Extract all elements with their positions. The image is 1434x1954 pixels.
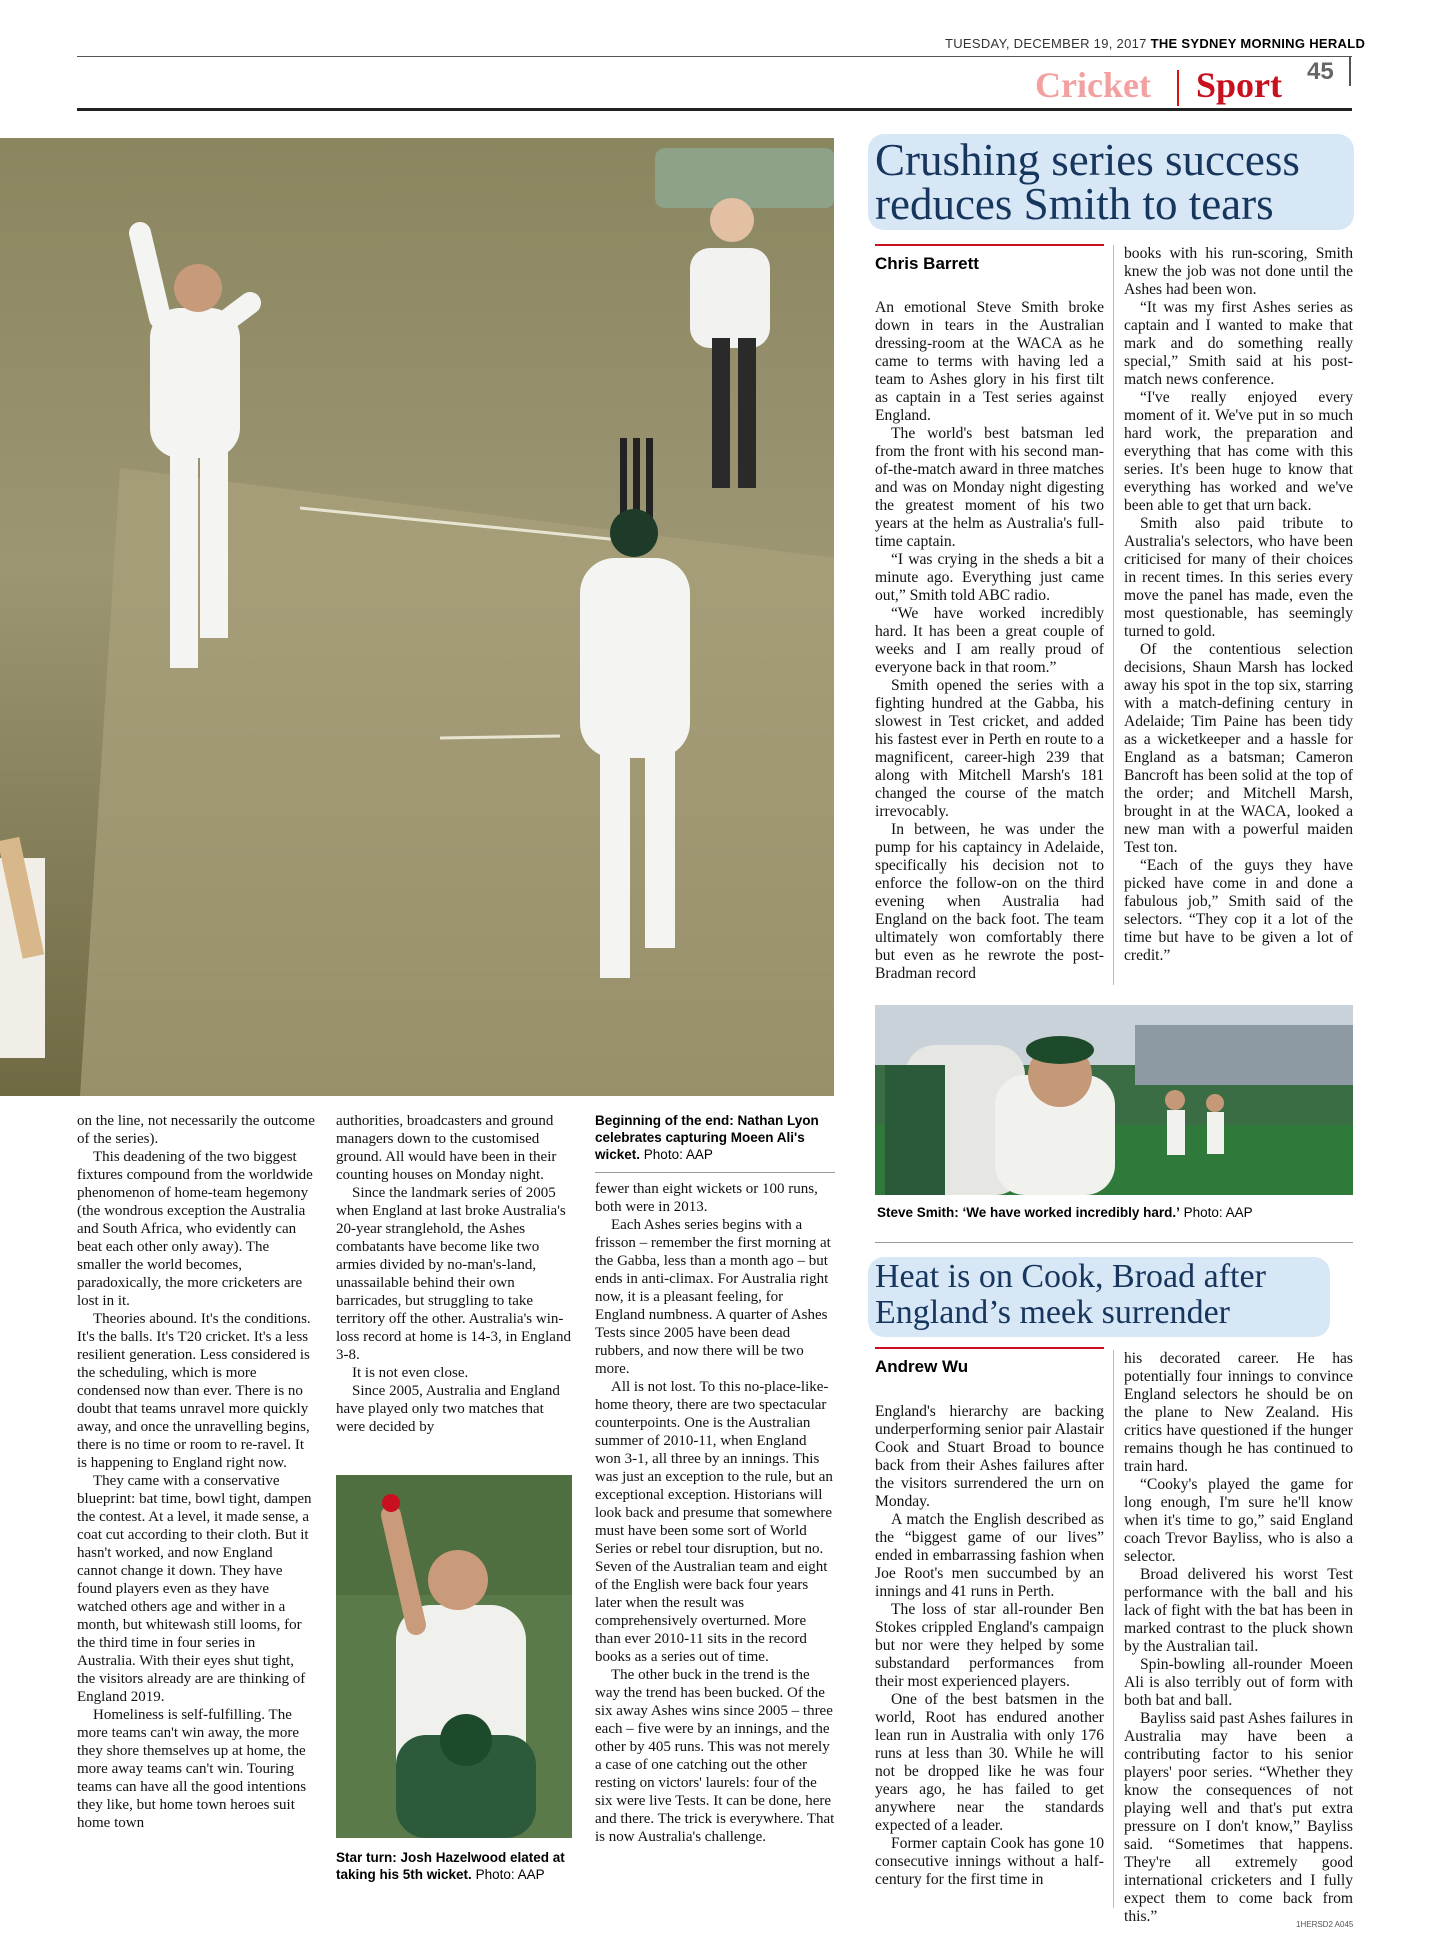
caption-nathan-lyon — [595, 1112, 835, 1163]
caption-steve-smith — [877, 1204, 1353, 1221]
paragraph: The loss of star all-rounder Ben Stokes crippled England's campaign but nor were they helped by some substandard performances from their most experienced players. — [875, 1601, 1104, 1690]
headline-story2-line2: England’s meek surrender — [875, 1294, 1230, 1331]
paragraph: fewer than eight wickets or 100 runs, both were in 2013. — [595, 1181, 818, 1215]
page-number: 45 — [1307, 58, 1334, 85]
photo-cricket-pitch-scene — [0, 138, 834, 1096]
caption-rule — [875, 1242, 1353, 1243]
paragraph: “We have worked incredibly hard. It has been a great couple of weeks and I am really proud of everyone back in that room.” — [875, 605, 1104, 676]
column-divider — [1113, 245, 1114, 985]
photo-smith-hug-scene — [875, 1005, 1353, 1195]
paragraph: on the line, not necessarily the outcome of the series). — [77, 1113, 315, 1147]
paragraph: “I was crying in the sheds a bit a minute ago. Everything just came out,” Smith told ABC radio. — [875, 551, 1104, 604]
paragraph: An emotional Steve Smith broke down in tears in the Australian dressing-room at the WACA as he came to terms with having led a team to Ashes glory in his first tilt as captain in a Test series against England. — [875, 299, 1104, 424]
paragraph: Theories abound. It's the conditions. It's the balls. It's T20 cricket. It's a less resilient generation. Less considered is the scheduling, which is more condensed now than ever. There is no doubt that teams unravel more quickly away, and once the unravelling begins, there is no time or room to re-ravel. It is happening to England right now. — [77, 1311, 311, 1471]
page-number-bar — [1349, 56, 1351, 86]
paragraph: Since the landmark series of 2005 when England at last broke Australia's 20-year stranglehold, the Ashes combatants have become like two armies divided by no-man's-land, unassailable behind their own barricades, but struggling to take territory off the other. Australia's win-loss record at home is 14-3, in England 3-8. — [336, 1185, 571, 1363]
paragraph: All is not lost. To this no-place-like-home theory, there are two spectacular counterpoints. One is the Australian summer of 2010-11, when England won 3-1, all three by an innings. This was just an exception to the rule, but an exceptional exception. Historians will look back and presume that somewhere must have been some sort of World Series or rebel tour disruption, but no. Seven of the Australian team and eight of the English were back four years later when the result was comprehensively overturned. More than ever 2010-11 sits in the record books as a series out of time. — [595, 1379, 833, 1665]
caption-rule — [595, 1172, 835, 1173]
headline-story2-line1: Heat is on Cook, Broad after — [875, 1258, 1266, 1295]
paragraph: Former captain Cook has gone 10 consecutive innings without a half-century for the first time in — [875, 1835, 1104, 1888]
caption-credit: Photo: AAP — [643, 1147, 713, 1162]
story1-column2 — [1124, 245, 1353, 965]
byline-rule-story2 — [875, 1347, 1104, 1349]
story2-column1 — [875, 1403, 1104, 1889]
paragraph: authorities, broadcasters and ground managers down to the customised ground. All would have been in their counting houses on Monday night. — [336, 1113, 557, 1183]
paragraph: In between, he was under the pump for his captaincy in Adelaide, specifically his decision not to enforce the follow-on on the third evening when Australia had England on the back foot. The team ultimately won comfortably there but even as he rewrote the post-Bradman record — [875, 821, 1104, 982]
headline-story1 — [875, 135, 1353, 229]
column-story-col1 — [77, 1112, 315, 1832]
dateline — [945, 36, 1365, 51]
paragraph: Spin-bowling all-rounder Moeen Ali is also terribly out of form with both bat and ball. — [1124, 1656, 1353, 1709]
paragraph: This deadening of the two biggest fixtures compound from the worldwide phenomenon of home-team hegemony (the wondrous exception the Australia and South Africa, who evidently can beat each other only away). The smaller the world becomes, paradoxically, the more cricketers are lost in it. — [77, 1149, 313, 1309]
column-story-col2 — [336, 1112, 572, 1436]
photo-nathan-lyon — [0, 138, 834, 1096]
photo-hazlewood-scene — [336, 1475, 572, 1838]
paper-name: THE SYDNEY MORNING HERALD — [1150, 36, 1366, 51]
paragraph: Of the contentious selection decisions, Shaun Marsh has locked away his spot in the top six, starring with a match-defining century in Adelaide; Tim Paine has been tidy as a wicketkeeper and a hassle for England as a batsman; Cameron Bancroft has been solid at the top of the order; and Mitchell Marsh, brought in at the WACA, looked a new man with a powerful maiden Test ton. — [1124, 641, 1353, 856]
story2-column2 — [1124, 1350, 1353, 1926]
paragraph: Smith also paid tribute to Australia's selectors, who have been criticised for many of their choices in recent times. In this series every move the panel has made, even the most questionable, has seemingly turned to gold. — [1124, 515, 1353, 640]
byline-story2: Andrew Wu — [875, 1357, 969, 1376]
caption-credit: Photo: AAP — [475, 1867, 545, 1882]
masthead-rule — [77, 108, 1352, 111]
caption-bold: Steve Smith: ‘We have worked incredibly hard.’ — [877, 1205, 1180, 1220]
paragraph: Bayliss said past Ashes failures in Australia may have been a contributing factor to his senior players' poor series. “Whether they know the consequences of not playing well and that's put extra pressure on I don't know,” Bayliss said. “Sometimes that happens. They're all extremely good international cricketers and I fully expect them to come back from this.” — [1124, 1710, 1353, 1925]
caption-josh-hazlewood — [336, 1849, 572, 1883]
paragraph: The other buck in the trend is the way the trend has been bucked. Of the six away Ashes wins since 2005 – three each – five were by an innings, and the other by 405 runs. This was not merely a case of one catching out the other resting on victors' laurels: four of the six were live Tests. It can be done, here and there. The trick is everywhere. That is now Australia's challenge. — [595, 1667, 835, 1845]
section-cricket: Cricket — [1035, 65, 1151, 105]
caption-credit: Photo: AAP — [1183, 1205, 1253, 1220]
top-rule — [77, 56, 1352, 57]
byline-story1: Chris Barrett — [875, 254, 979, 273]
paragraph: “Cooky's played the game for long enough, I'm sure he'll know when it's time to go,” said England coach Trevor Bayliss, who is also a selector. — [1124, 1476, 1353, 1565]
story1-column1 — [875, 299, 1104, 983]
paragraph: They came with a conservative blueprint: bat time, bowl tight, dampen the contest. At a level, it made sense, a coat cut according to their cloth. But it hasn't worked, and now England cannot change it down. They have found players even as they have watched others age and wither in a month, but whitewash still looms, for the third time in four series in Australia. With their eyes shut tight, the visitors already are are thinking of England 2019. — [77, 1473, 312, 1705]
paragraph: his decorated career. He has potentially four innings to convince England selectors he should be on the plane to New Zealand. His critics have questioned if the hunger remains though he has continued to train hard. — [1124, 1350, 1353, 1475]
photo-josh-hazlewood — [336, 1475, 572, 1838]
column-divider — [1113, 1350, 1114, 1908]
paragraph: Broad delivered his worst Test performance with the ball and his lack of fight with the bat has been in marked contrast to the pluck shown by the Australian tail. — [1124, 1566, 1353, 1655]
headline-story1-line1: Crushing series success — [875, 135, 1300, 185]
headline-story2 — [875, 1259, 1353, 1331]
paragraph: A match the English described as the “biggest game of our lives” ended in embarrassing fashion when Joe Root's men succumbed by an innings and 41 runs in Perth. — [875, 1511, 1104, 1600]
section-divider — [1177, 70, 1179, 106]
date: TUESDAY, DECEMBER 19, 2017 — [945, 36, 1147, 51]
paragraph: “It was my first Ashes series as captain and I wanted to make that mark and do something really special,” Smith said at his post-match news conference. — [1124, 299, 1353, 388]
paragraph: One of the best batsmen in the world, Root has endured another lean run in Australia with only 176 runs at less than 30. While he will not be dropped like he was four years ago, he has failed to get anywhere near the standards expected of a leader. — [875, 1691, 1104, 1834]
paragraph: “Each of the guys they have picked have come in and done a fabulous job,” Smith said of the selectors. “They cop it a lot of the time but have to be given a lot of credit.” — [1124, 857, 1353, 964]
paragraph: Smith opened the series with a fighting hundred at the Gabba, his slowest in Test cricket, and added his fastest ever in Perth en route to a magnificent, career-high 239 that along with Mitchell Marsh's 181 changed the course of the match irrevocably. — [875, 677, 1104, 820]
footer-code: 1HERSD2 A045 — [1296, 1920, 1354, 1929]
byline-rule-story1 — [875, 244, 1104, 246]
caption-bold: Star turn: Josh Hazelwood elated at taking his 5th wicket. — [336, 1850, 565, 1882]
headline-story1-line2: reduces Smith to tears — [875, 179, 1274, 229]
paragraph: The world's best batsman led from the front with his second man-of-the-match award in three matches and was on Monday night digesting the greatest moment of his two years at the helm as Australia's full-time captain. — [875, 425, 1104, 550]
caption-bold: Beginning of the end: Nathan Lyon celebrates capturing Moeen Ali's wicket. — [595, 1113, 819, 1162]
column-story-col3 — [595, 1180, 835, 1846]
photo-steve-smith — [875, 1005, 1353, 1195]
paragraph: “I've really enjoyed every moment of it. We've put in so much hard work, the preparation and everything that has come with this series. It's been huge to know that everything has worked and we've been able to get that urn back. — [1124, 389, 1353, 514]
paragraph: Since 2005, Australia and England have played only two matches that were decided by — [336, 1383, 560, 1435]
paragraph: books with his run-scoring, Smith knew the job was not done until the Ashes had been won. — [1124, 245, 1353, 298]
paragraph: England's hierarchy are backing underperforming senior pair Alastair Cook and Stuart Broad to bounce back from their Ashes failures after the visitors surrendered the urn on Monday. — [875, 1403, 1104, 1510]
paragraph: Homeliness is self-fulfilling. The more teams can't win away, the more they shore themselves up at home, the more away teams can't win. Touring teams can have all the good intentions they like, but home town heroes suit home town — [77, 1707, 307, 1831]
paragraph: Each Ashes series begins with a frisson – remember the first morning at the Gabba, less than a month ago – but ends in anti-climax. For Australia right now, it is a pleasant feeling, for England numbness. A quarter of Ashes Tests since 2005 have been dead rubbers, and now there will be two more. — [595, 1217, 831, 1377]
paragraph: It is not even close. — [352, 1365, 469, 1381]
section-sport: Sport — [1196, 65, 1283, 105]
